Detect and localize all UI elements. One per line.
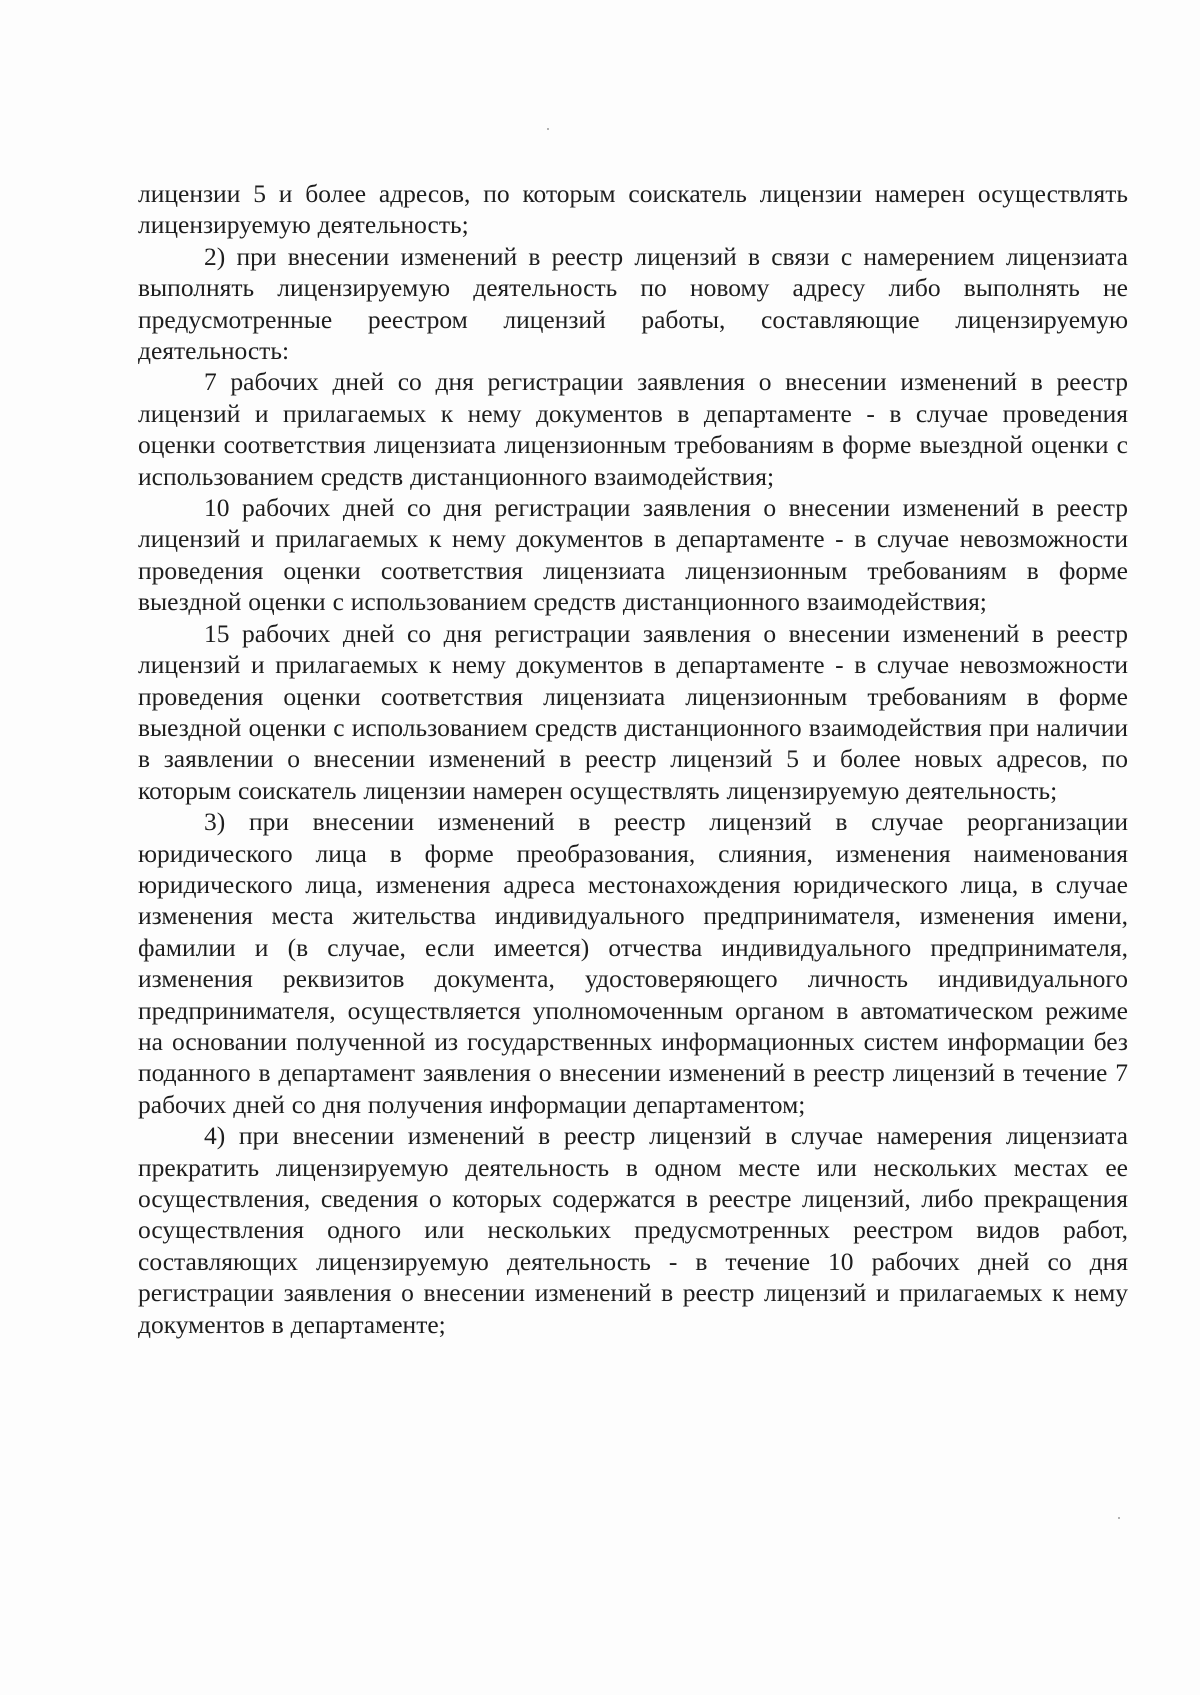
paragraph-item-2: 2) при внесении изменений в реестр лицензий в связи с намерением лицензиата выполнять лицензируемую деятельность по новому адресу либо выполнять не предусмотренные реестром лицензий работы, составляющие лицензируемую деятельность: <box>138 241 1128 366</box>
paragraph-term-7-days: 7 рабочих дней со дня регистрации заявления о внесении изменений в реестр лицензий и прилагаемых к нему документов в департаменте - в случае проведения оценки соответствия лицензиата лицензионным требованиям в форме выездной оценки с использованием средств дистанционного взаимодействия; <box>138 367 1128 491</box>
paragraph-item-4: 4) при внесении изменений в реестр лицензий в случае намерения лицензиата прекратить лицензируемую деятельность в одном месте или нескольких местах ее осуществления, сведения о которых содержатся в реестре лицензий, либо прекращения осуществления одного или нескольких предусмотренных реестром видов работ, составляющих лицензируемую деятельность - в течение 10 рабочих дней со дня регистрации заявления о внесении изменений в реестр лицензий и прилагаемых к нему документов в департаменте; <box>138 1121 1128 1339</box>
paragraph-continuation: лицензии 5 и более адресов, по которым соискатель лицензии намерен осуществлять лицензируемую деятельность; <box>138 179 1128 240</box>
paragraph-item-3: 3) при внесении изменений в реестр лицензий в случае реорганизации юридического лица в форме преобразования, слияния, изменения наименования юридического лица, изменения адреса местонахождения юридического лица, в случае изменения места жительства индивидуального предпринимателя, изменения имени, фамилии и (в случае, если имеется) отчества индивидуального предпринимателя, изменения реквизитов документа, удостоверяющего личность индивидуального предпринимателя, осуществляется уполномоченным органом в автоматическом режиме на основании полученной из государственных информационных систем информации без поданного в департамент заявления о внесении изменений в реестр лицензий в течение 7 рабочих дней со дня получения информации департаментом; <box>138 807 1128 1119</box>
scan-speck <box>1118 1517 1120 1519</box>
paragraph-term-15-days: 15 рабочих дней со дня регистрации заявления о внесении изменений в реестр лицензий и прилагаемых к нему документов в департаменте - в случае невозможности проведения оценки соответствия лицензиата лицензионным требованиям в форме выездной оценки с использованием средств дистанционного взаимодействия при наличии в заявлении о внесении изменений в реестр лицензий 5 и более новых адресов, по которым соискатель лицензии намерен осуществлять лицензируемую деятельность; <box>138 618 1128 805</box>
scan-speck <box>547 128 549 130</box>
paragraph-term-10-days: 10 рабочих дней со дня регистрации заявления о внесении изменений в реестр лицензий и прилагаемых к нему документов в департаменте - в случае невозможности проведения оценки соответствия лицензиата лицензионным требованиям в форме выездной оценки с использованием средств дистанционного взаимодействия; <box>138 493 1128 617</box>
document-body <box>138 178 1128 1340</box>
